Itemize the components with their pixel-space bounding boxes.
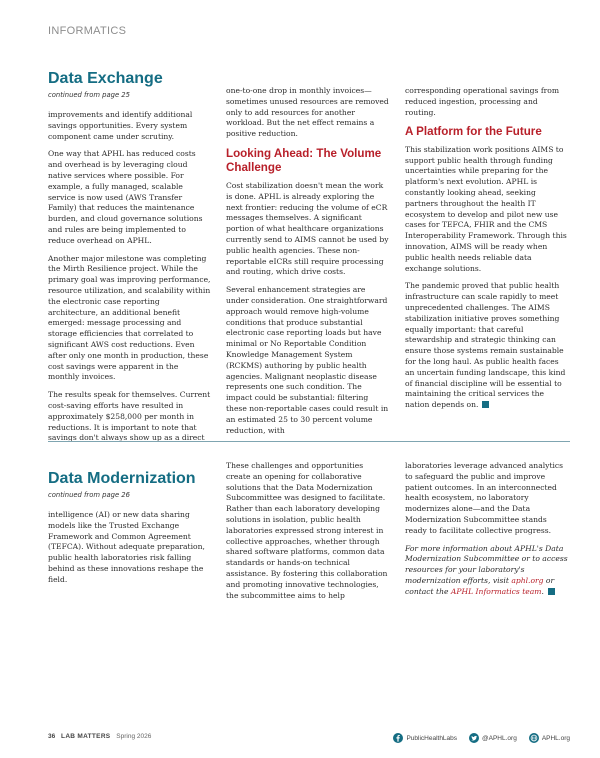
facebook-link[interactable] — [393, 733, 457, 743]
paragraph: improvements and identify additional savings opportunities. Every system component came under scrutiny. — [48, 110, 193, 141]
paragraph — [405, 281, 570, 411]
paragraph: laboratories leverage advanced analytics to safeguard the public and improve patient outcomes. In an interconnected health ecosystem, no laboratory modernizes alone—and the Data Modernization Subcommittee stands ready to facilitate collective progress. — [405, 461, 564, 535]
article1-column-3 — [405, 86, 570, 418]
note-text: . — [541, 586, 544, 596]
article2-continued: continued from page 26 — [48, 491, 130, 499]
website-link[interactable] — [529, 733, 570, 743]
paragraph: Several enhancement strategies are under consideration. One straightforward approach would remove high-volume conditions that produce substantial electronic case reporting loads but have minimal or No Reportable Condition Knowledge Management System (RCKMS) authoring by public health agencies. Malignant neoplastic disease represents one such condition. The impact could be substantial: filtering these non-reportable cases could result in an estimated 25 to 30 percent volume reduction, with — [226, 285, 389, 435]
section-divider — [48, 441, 570, 442]
issue-date: Spring 2026 — [116, 733, 152, 740]
platform-future-heading: A Platform for the Future — [405, 125, 542, 139]
footer-social — [381, 733, 570, 743]
note-text: For more information about APHL's Data Modernization Subcommittee or to access resources for your laboratory's modernization efforts, visit — [405, 543, 568, 585]
article1-column-1 — [48, 70, 211, 451]
facebook-handle: PublicHealthLabs — [406, 734, 458, 742]
section-label: INFORMATICS — [48, 25, 127, 37]
article2-column-2 — [226, 461, 389, 608]
article2-title: Data Modernization — [48, 470, 196, 487]
end-mark-icon — [548, 588, 555, 595]
note-text: or contact the — [405, 575, 555, 596]
page-footer — [48, 733, 570, 745]
looking-ahead-heading: Looking Ahead: The Volume Challenge — [226, 146, 382, 175]
footer-left — [48, 733, 151, 740]
more-info-note — [405, 544, 570, 598]
paragraph: Another major milestone was completing the Mirth Resilience project. While the primary goal was improving performance, resource utilization, and scalability within the electronic case reporting architecture, an additional benefit emerged: message processing and storage efficiencies that correlated to significant AWS cost reductions. Even after only one month in production, these cost savings were apparent in the monthly invoices. — [48, 253, 211, 382]
twitter-link[interactable] — [469, 733, 517, 743]
paragraph: This stabilization work positions AIMS to support public health through funding uncertainties while preparing for the platform's next evolution. APHL is constantly looking ahead, seeking partners throughout the health IT ecosystem to develop and pilot new use cases for TEFCA, FHIR and the CMS Interoperability Framework. Through this innovation, AIMS will be ready when public health needs reliable data exchange solutions. — [405, 144, 567, 273]
paragraph: One way that APHL has reduced costs and overhead is by leveraging cloud native services where possible. For example, a fully managed, scalable service is now used (AWS Transfer Family) that reduces the maintenance burden, and cloud governance solutions and rules are being implemented to reduce overhead on APHL. — [48, 149, 203, 245]
article1-column-2 — [226, 86, 389, 443]
twitter-handle: @APHL.org — [482, 734, 517, 742]
globe-icon — [529, 733, 539, 743]
end-mark-icon — [482, 401, 489, 408]
website-url: APHL.org — [541, 734, 570, 742]
twitter-icon — [469, 733, 479, 743]
paragraph: one-to-one drop in monthly invoices—sometimes unused resources are removed only to add resources for another workload. But the net effect remains a positive reduction. — [226, 86, 389, 139]
paragraph: The results speak for themselves. Current cost-saving efforts have resulted in approximately $258,000 per month in reductions. It is important to note that savings don't always show up as a direct — [48, 390, 211, 443]
article2-column-1 — [48, 470, 211, 593]
article2-column-3 — [405, 461, 570, 605]
paragraph: intelligence (AI) or new data sharing models like the Trusted Exchange Framework and Common Agreement (TEFCA). Without adequate preparation, public health laboratories risk falling behind as these innovations reshape the field. — [48, 510, 205, 584]
paragraph: These challenges and opportunities create an opening for collaborative solutions that the Data Modernization Subcommittee was designed to facilitate. Rather than each laboratory developing solutions in isolation, public health laboratories expressed strong interest in collective approaches, whether through shared software platforms, common data standards or hands-on technical assistance. By fostering this collaboration and promoting innovative technologies, the subcommittee aims to help — [226, 461, 388, 600]
aphl-link[interactable]: aphl.org — [511, 575, 544, 585]
informatics-team-link[interactable]: APHL Informatics team — [450, 586, 542, 596]
closing-text: The pandemic proved that public health infrastructure can scale rapidly to meet unprecedented challenges. The AIMS stabilization initiative proves something equally important: that careful stewardship and strategic thinking can ensure those systems remain sustainable for the long haul. As public health faces an uncertain funding landscape, this kind of financial discipline will be essential to maintaining the critical services the nation depends on. — [405, 281, 566, 410]
paragraph: Cost stabilization doesn't mean the work is done. APHL is already exploring the next frontier: reducing the volume of eCR messages themselves. A significant portion of what healthcare organizations currently send to AIMS cannot be used by public health agencies. These non-reportable eICRs still require processing and routing, which drive costs. — [226, 180, 389, 277]
facebook-icon — [393, 733, 403, 743]
paragraph: corresponding operational savings from reduced ingestion, processing and routing. — [405, 86, 560, 117]
article1-title: Data Exchange — [48, 70, 163, 87]
magazine-name: LAB MATTERS — [61, 733, 111, 740]
page-number: 36 — [48, 733, 56, 740]
article1-continued: continued from page 25 — [48, 91, 130, 99]
